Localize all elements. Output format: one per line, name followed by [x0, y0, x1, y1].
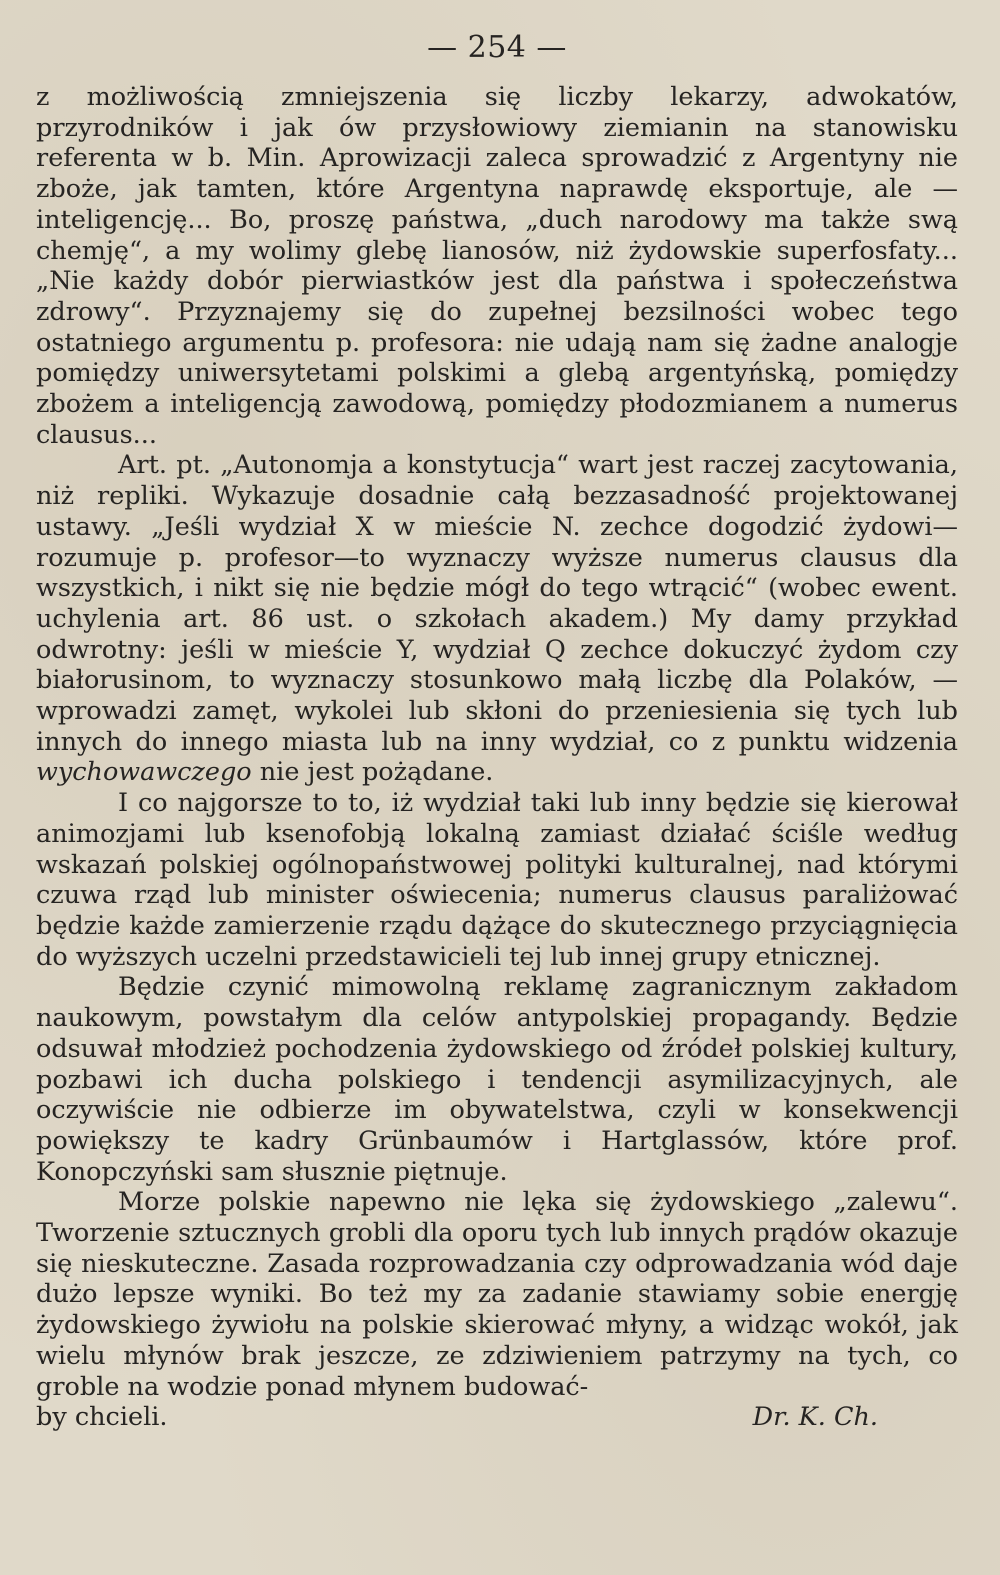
article-body [36, 82, 958, 1433]
closing-line: by chcieli. [36, 1402, 168, 1433]
page-number: — 254 — [427, 30, 567, 65]
paragraph-4: Będzie czynić mimowolną reklamę zagranicznym zakładom naukowym, powstałym dla celów antypolskiej propagandy. Będzie odsuwał młodzież pochodzenia żydowskiego od źródeł polskiej kultury, pozbawi ich ducha polskiego i tendencji asymilizacyjnych, ale oczywiście nie odbierze im obywatelstwa, czyli w konsekwencji powiększy te kadry Grünbaumów i Hartglassów, które prof. Konopczyński sam słusznie piętnuje. [36, 972, 958, 1187]
author-signature: Dr. K. Ch. [752, 1402, 878, 1433]
paragraph-2-text: Art. pt. „Autonomja a konstytucja“ wart jest raczej zacytowania, niż repliki. Wykazuje dosadnie całą bezzasadność projektowanej ustawy. „Jeśli wydział X w mieście N. zechce dogodzić żydowi—rozumuje p. profesor—to wyznaczy wyższe numerus clausus dla wszystkich, i nikt się nie będzie mógł do tego wtrącić“ (wobec ewent. uchylenia art. 86 ust. o szkołach akadem.) My damy przykład odwrotny: jeśli w mieście Y, wydział Q zechce dokuczyć żydom czy białorusinom, to wyznaczy stosunkowo małą liczbę dla Polaków, —wprowadzi zamęt, wykolei lub skłoni do przeniesienia się tych lub innych do innego miasta lub na inny wydział, co z punktu widzenia [36, 450, 958, 757]
paragraph-5-text: Morze polskie napewno nie lęka się żydowskiego „zalewu“. Tworzenie sztucznych grobli dla oporu tych lub innych prądów okazuje się nieskuteczne. Zasada rozprowadzania czy odprowadzania wód daje dużo lepsze wyniki. Bo też my za zadanie stawiamy sobie energję żydowskiego żywiołu na polskie skierować młyny, a widząc wokół, jak wielu młynów brak jeszcze, ze zdziwieniem patrzymy na tych, co groble na wodzie ponad młynem budować- [36, 1187, 958, 1402]
signature-line [36, 1402, 958, 1433]
paragraph-5 [36, 1187, 958, 1402]
paragraph-2 [36, 450, 958, 788]
paragraph-1: z możliwością zmniejszenia się liczby lekarzy, adwokatów, przyrodników i jak ów przysłowiowy ziemianin na stanowisku referenta w b. Min. Aprowizacji zaleca sprowadzić z Argentyny nie zboże, jak tamten, które Argentyna naprawdę eksportuje, ale — inteligencję... Bo, proszę państwa, „duch narodowy ma także swą chemję“, a my wolimy glebę lianosów, niż żydowskie superfosfaty... „Nie każdy dobór pierwiastków jest dla państwa i społeczeństwa zdrowy“. Przyznajemy się do zupełnej bezsilności wobec tego ostatniego argumentu p. profesora: nie udają nam się żadne analogje pomiędzy uniwersytetami polskimi a glebą argentyńską, pomiędzy zbożem a inteligencją zawodową, pomiędzy płodozmianem a numerus clausus... [36, 82, 958, 450]
paragraph-3: I co najgorsze to to, iż wydział taki lub inny będzie się kierował animozjami lub ksenofobją lokalną zamiast działać ściśle według wskazań polskiej ogólnopaństwowej polityki kulturalnej, nad którymi czuwa rząd lub minister oświecenia; numerus clausus paraliżować będzie każde zamierzenie rządu dążące do skutecznego przyciągnięcia do wyższych uczelni przedstawicieli tej lub innej grupy etnicznej. [36, 788, 958, 972]
emphasis-wychowawczego: wychowawczego [36, 757, 252, 788]
paragraph-2-tail: nie jest pożądane. [251, 757, 494, 788]
